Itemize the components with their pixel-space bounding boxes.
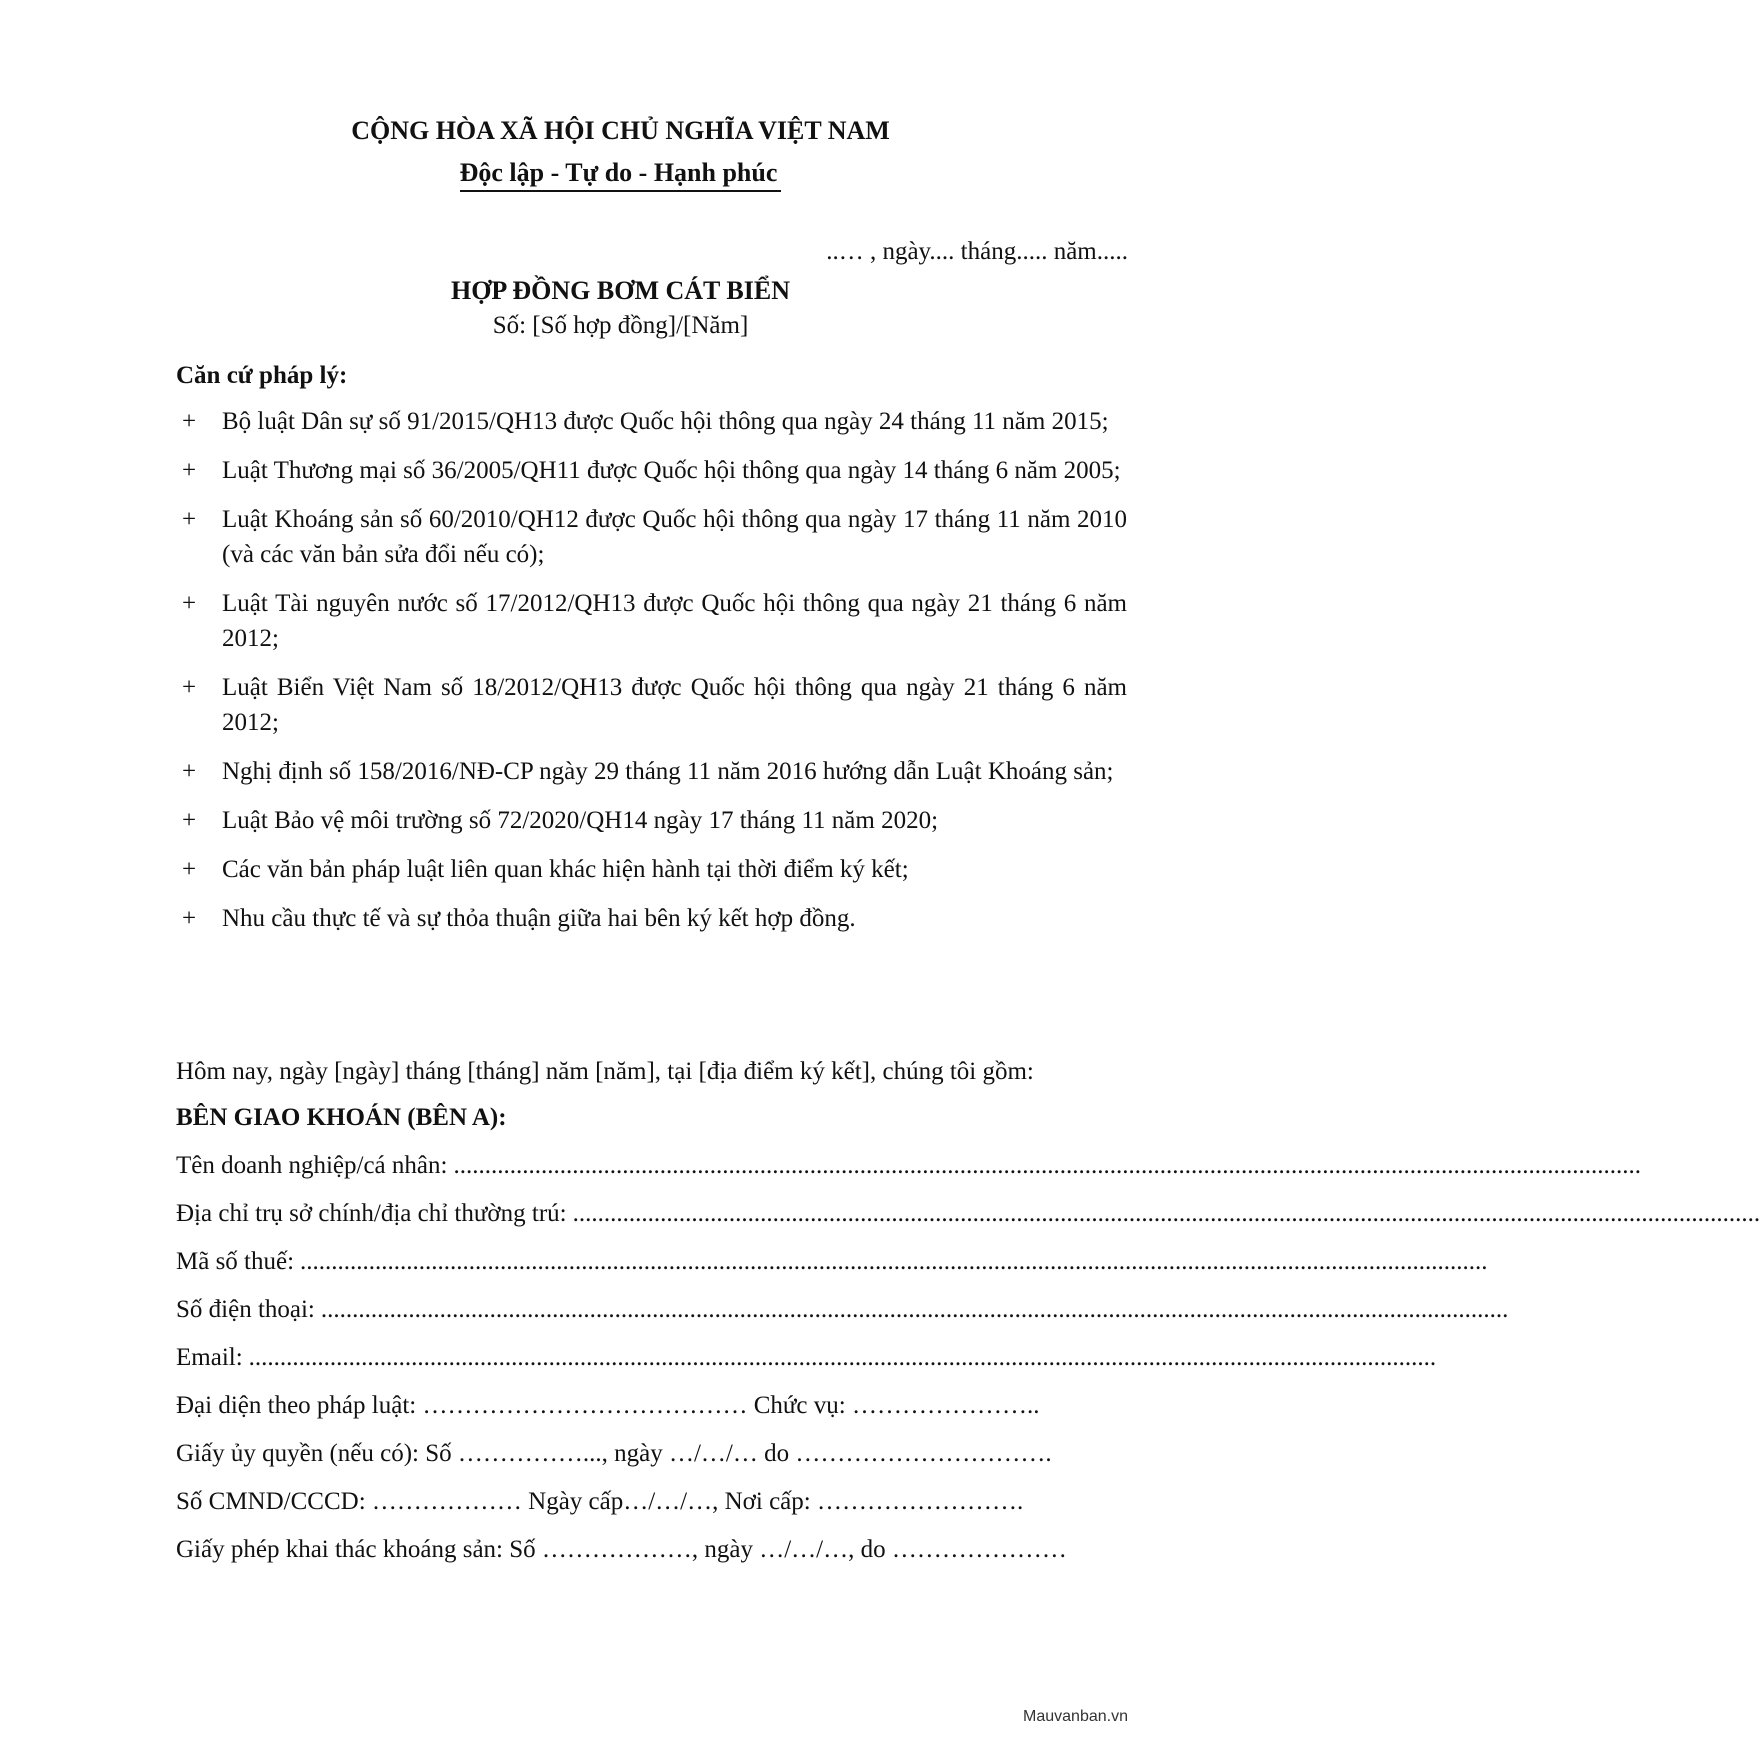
legal-basis-item [176,803,1127,838]
legal-basis-item [176,670,1127,740]
party-a-address-label: Địa chỉ trụ sở chính/địa chỉ thường trú: [176,1200,567,1227]
legal-basis-item [176,852,1127,887]
contract-number: Số: [Số hợp đồng]/[Năm] [492,312,749,339]
party-a-address-row [176,1200,1760,1228]
legal-basis-text: Luật Thương mại số 36/2005/QH11 được Quốc hội thông qua ngày 14 tháng 6 năm 2005; [222,457,1121,484]
party-a-name-row [176,1152,1641,1180]
bullet-marker: + [182,457,197,484]
legal-basis-list [176,404,1127,950]
country-header: CỘNG HÒA XÃ HỘI CHỦ NGHĨA VIỆT NAM [351,116,890,145]
legal-basis-item [176,453,1127,488]
motto [0,158,1241,192]
legal-basis-text: Nghị định số 158/2016/NĐ-CP ngày 29 tháng 11 năm 2016 hướng dẫn Luật Khoáng sản; [222,758,1114,785]
party-a-email-label: Email: [176,1344,243,1371]
legal-basis-text: Luật Tài nguyên nước số 17/2012/QH13 được Quốc hội thông qua ngày 21 tháng 6 năm 2012; [222,590,1127,652]
party-a-phone-row [176,1296,1509,1324]
watermark-footer: Mauvanban.vn [1023,1708,1128,1725]
legal-basis-text: Các văn bản pháp luật liên quan khác hiện hành tại thời điểm ký kết; [222,856,909,883]
legal-basis-text: Bộ luật Dân sự số 91/2015/QH13 được Quốc hội thông qua ngày 24 tháng 11 năm 2015; [222,408,1109,435]
party-a-authorization: Giấy ủy quyền (nếu có): Số ……………..., ngày …/…/… do …………………………. [176,1440,1052,1467]
bullet-marker: + [182,758,197,785]
legal-basis-item [176,502,1127,572]
legal-basis-text: Luật Biển Việt Nam số 18/2012/QH13 được Quốc hội thông qua ngày 21 tháng 6 năm 2012; [222,674,1127,736]
party-a-email-row [176,1344,1437,1372]
date-line: ..… , ngày.... tháng..... năm..... [826,238,1128,265]
contract-title: HỢP ĐỒNG BƠM CÁT BIỂN [450,276,790,305]
legal-basis-item [176,404,1127,439]
party-a-phone-field[interactable]: .............................................................................................................................................................................................. [320,1296,1509,1323]
party-a-heading: BÊN GIAO KHOÁN (BÊN A): [176,1104,507,1131]
legal-basis-item [176,754,1127,789]
party-a-license: Giấy phép khai thác khoáng sản: Số ………………, ngày …/…/…, do ………………… [176,1536,1067,1563]
party-a-tax-row [176,1248,1488,1276]
legal-basis-heading: Căn cứ pháp lý: [176,362,348,389]
motto-text: Độc lập - Tự do - Hạnh phúc [460,158,782,192]
party-a-name-field[interactable]: .............................................................................................................................................................................................. [453,1152,1641,1179]
party-a-id-card: Số CMND/CCCD: ……………… Ngày cấp…/…/…, Nơi cấp: ……………………. [176,1488,1024,1515]
legal-basis-item [176,901,1127,936]
legal-basis-item [176,586,1127,656]
legal-basis-text: Nhu cầu thực tế và sự thỏa thuận giữa hai bên ký kết hợp đồng. [222,905,856,932]
party-a-tax-label: Mã số thuế: [176,1248,295,1275]
bullet-marker: + [182,506,197,533]
bullet-marker: + [182,590,197,617]
party-a-name-label: Tên doanh nghiệp/cá nhân: [176,1152,448,1179]
party-a-tax-field[interactable]: .............................................................................................................................................................................................. [300,1248,1488,1275]
legal-basis-text: Luật Khoáng sản số 60/2010/QH12 được Quốc hội thông qua ngày 17 tháng 11 năm 2010 (và các văn bản sửa đổi nếu có); [222,506,1127,568]
bullet-marker: + [182,674,197,701]
bullet-marker: + [182,856,197,883]
party-a-phone-label: Số điện thoại: [176,1296,315,1323]
legal-basis-text: Luật Bảo vệ môi trường số 72/2020/QH14 ngày 17 tháng 11 năm 2020; [222,807,939,834]
party-a-email-field[interactable]: .............................................................................................................................................................................................. [248,1344,1437,1371]
intro-line: Hôm nay, ngày [ngày] tháng [tháng] năm [năm], tại [địa điểm ký kết], chúng tôi gồm: [176,1058,1034,1085]
bullet-marker: + [182,807,197,834]
bullet-marker: + [182,905,197,932]
bullet-marker: + [182,408,197,435]
party-a-representative: Đại diện theo pháp luật: ………………………………… Chức vụ: ………………….. [176,1392,1040,1419]
party-a-address-field[interactable]: .............................................................................................................................................................................................. [572,1200,1760,1227]
